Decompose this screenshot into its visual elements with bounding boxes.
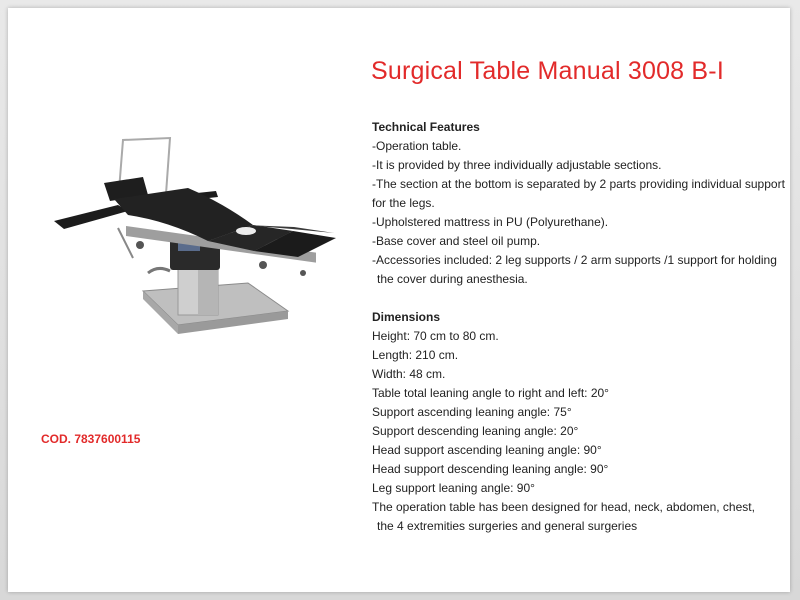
- dimension-line: the 4 extremities surgeries and general surgeries: [377, 519, 638, 533]
- dimensions-heading: Dimensions: [372, 310, 441, 324]
- dimension-line: Head support ascending leaning angle: 90°: [372, 443, 602, 457]
- technical-features-heading: Technical Features: [372, 120, 480, 134]
- technical-line: the cover during anesthesia.: [377, 272, 528, 286]
- technical-line: -Operation table.: [372, 139, 462, 153]
- section-spacer: [372, 289, 782, 308]
- technical-line: -The section at the bottom is separated by 2 parts providing individual support: [372, 177, 785, 191]
- dimension-line: The operation table has been designed for head, neck, abdomen, chest,: [372, 500, 755, 514]
- product-description: [372, 118, 785, 536]
- technical-line: -Base cover and steel oil pump.: [372, 234, 541, 248]
- technical-line: -It is provided by three individually adjustable sections.: [372, 158, 662, 172]
- technical-line: for the legs.: [372, 196, 435, 210]
- dimension-line: Support descending leaning angle: 20°: [372, 424, 579, 438]
- product-title: Surgical Table Manual 3008 B-I: [371, 57, 724, 85]
- product-card: [8, 8, 790, 592]
- dimension-line: Support ascending leaning angle: 75°: [372, 405, 572, 419]
- product-code: COD. 7837600115: [41, 432, 141, 446]
- dimension-line: Height: 70 cm to 80 cm.: [372, 329, 499, 343]
- dimension-line: Leg support leaning angle: 90°: [372, 481, 535, 495]
- dimension-line: Table total leaning angle to right and left: 20°: [372, 386, 609, 400]
- product-image: [48, 133, 348, 363]
- dimension-line: Length: 210 cm.: [372, 348, 459, 362]
- dimension-line: Head support descending leaning angle: 90°: [372, 462, 609, 476]
- technical-line: -Upholstered mattress in PU (Polyurethane).: [372, 215, 609, 229]
- technical-line: -Accessories included: 2 leg supports / 2 arm supports /1 support for holding: [372, 253, 777, 267]
- dimension-line: Width: 48 cm.: [372, 367, 446, 381]
